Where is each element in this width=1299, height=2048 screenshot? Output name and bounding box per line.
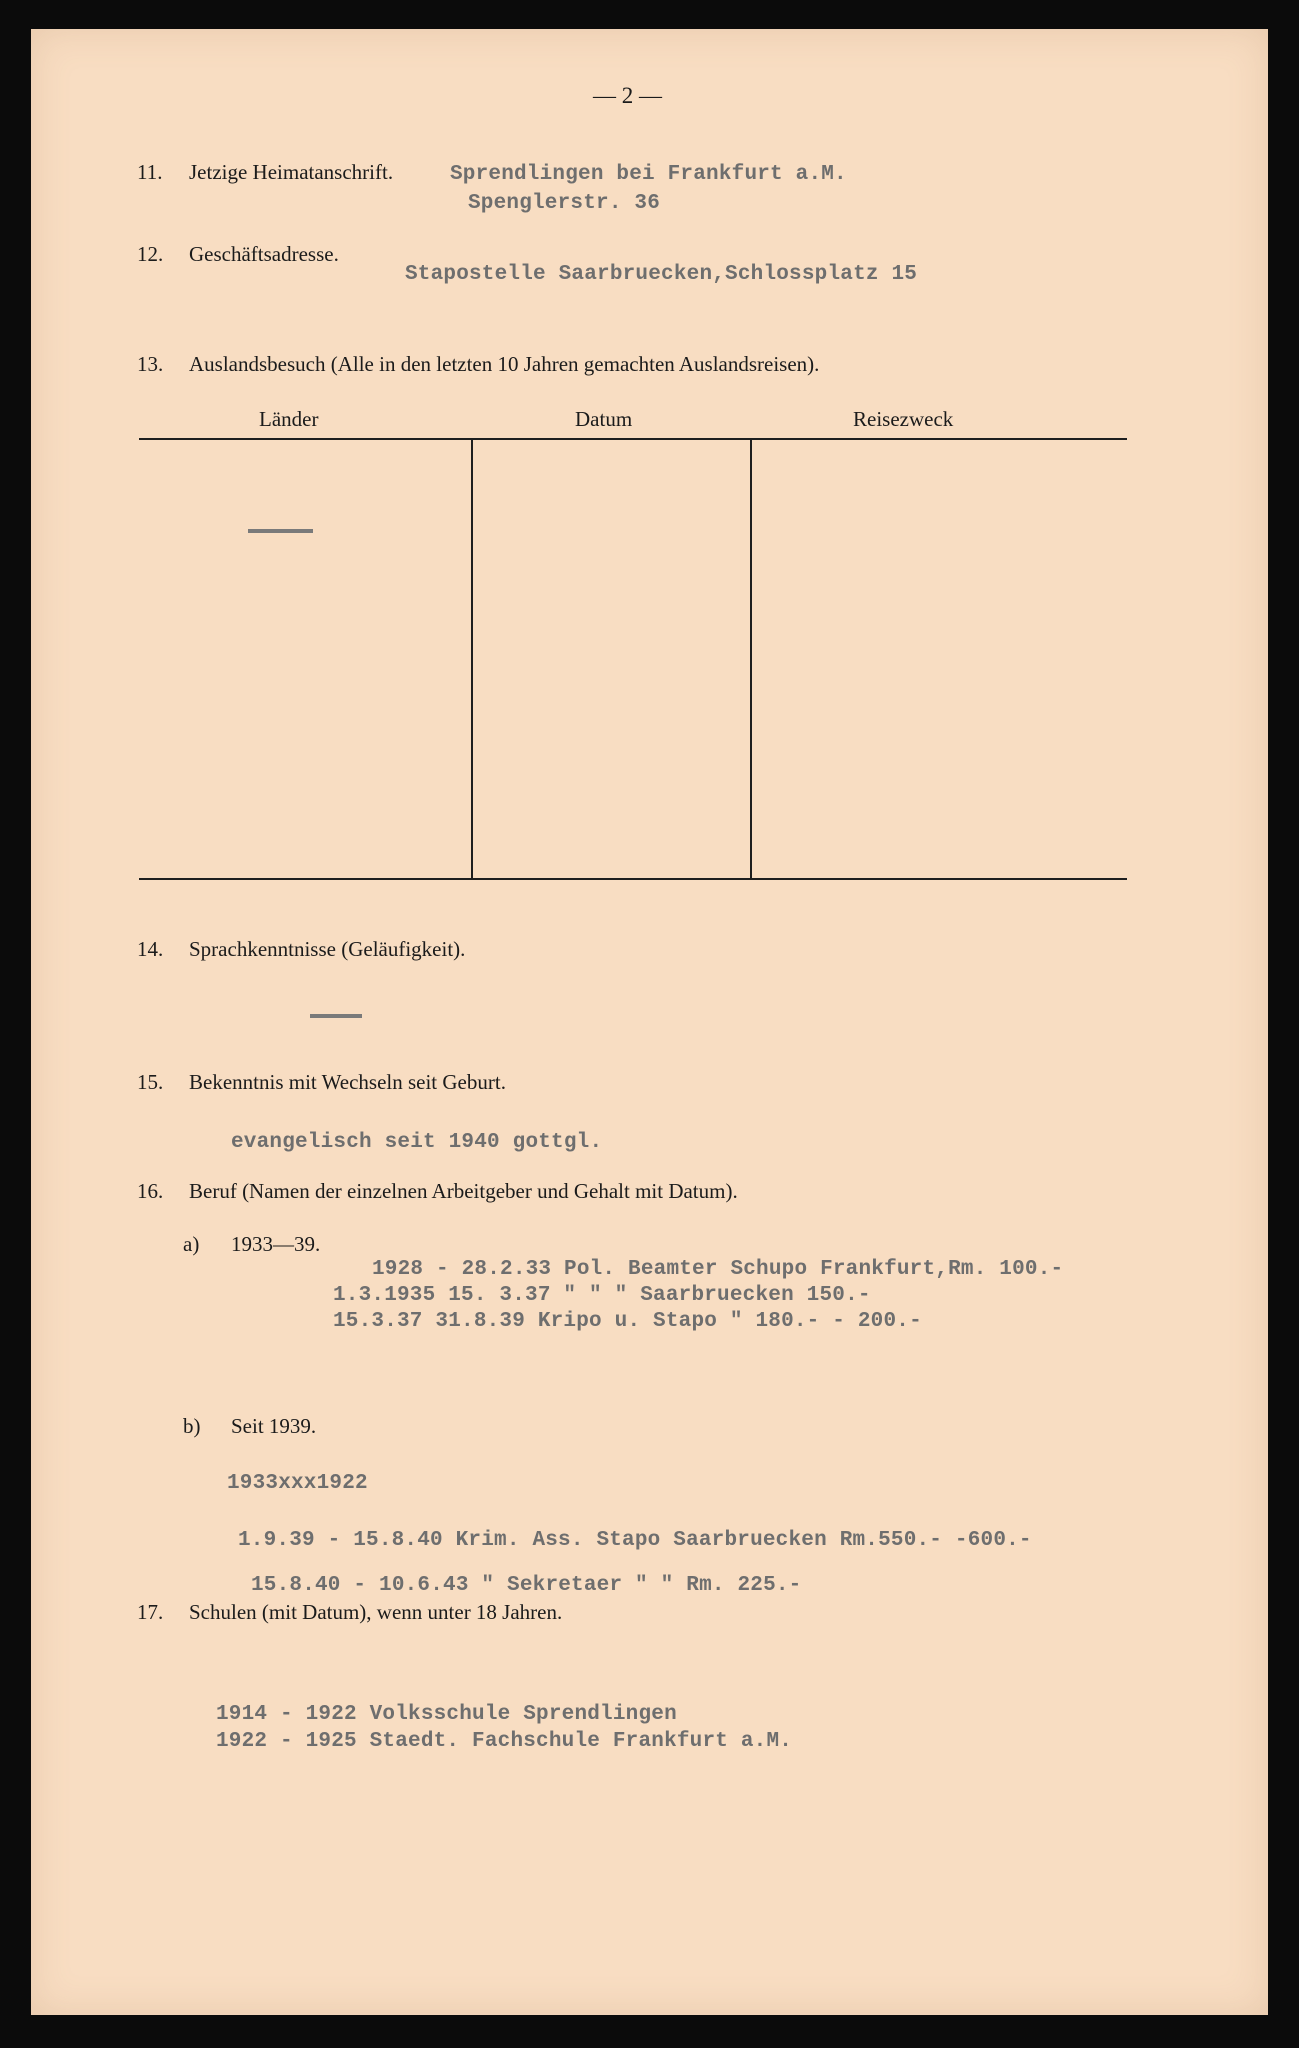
q14-label: Sprachkenntnisse (Geläufigkeit).	[189, 937, 466, 961]
table-top-rule	[139, 438, 1127, 440]
q12-number: 12.	[137, 242, 164, 266]
q14-number: 14.	[137, 937, 164, 961]
q16-b-label: b)	[183, 1414, 201, 1438]
document-page	[31, 29, 1268, 2015]
q12-answer: Stapostelle Saarbruecken,Schlossplatz 15	[405, 263, 918, 286]
q11-answer-line2: Spenglerstr. 36	[468, 192, 661, 215]
q16-b-period: Seit 1939.	[231, 1414, 317, 1438]
q11-label: Jetzige Heimatanschrift.	[189, 160, 394, 184]
q12-label: Geschäftsadresse.	[189, 242, 339, 266]
q17-number: 17.	[137, 1600, 164, 1624]
q16-a-line-3: 15.3.37 31.8.39 Kripo u. Stapo " 180.- - 200.-	[333, 1310, 922, 1333]
q16-a-line-2: 1.3.1935 15. 3.37 " " " Saarbruecken 150.-	[333, 1284, 871, 1307]
q13-label: Auslandsbesuch (Alle in den letzten 10 Jahren gemachten Auslandsreisen).	[189, 352, 820, 376]
q16-a-period: 1933—39.	[231, 1232, 321, 1256]
table-bottom-rule	[139, 878, 1127, 880]
column-header-reisezweck: Reisezweck	[853, 407, 954, 431]
q16-b-struck: 1933xxx1922	[227, 1472, 368, 1495]
q17-line-2: 1922 - 1925 Staedt. Fachschule Frankfurt a.M.	[216, 1730, 793, 1753]
q15-number: 15.	[137, 1070, 164, 1094]
q16-number: 16.	[137, 1179, 164, 1203]
q11-number: 11.	[137, 160, 163, 184]
column-header-laender: Länder	[259, 407, 319, 431]
q16-a-line-1: 1928 - 28.2.33 Pol. Beamter Schupo Frankfurt,Rm. 100.-	[372, 1258, 1064, 1281]
q16-b-line-2: 15.8.40 - 10.6.43 " Sekretaer " " Rm. 225.-	[251, 1574, 802, 1597]
q14-answer-dash	[310, 1014, 362, 1018]
page-number: — 2 —	[593, 83, 662, 108]
q16-a-label: a)	[183, 1232, 200, 1256]
q17-label: Schulen (mit Datum), wenn unter 18 Jahren.	[189, 1600, 563, 1624]
column-header-datum: Datum	[575, 407, 633, 431]
q15-answer: evangelisch seit 1940 gottgl.	[231, 1131, 603, 1154]
q16-label: Beruf (Namen der einzelnen Arbeitgeber und Gehalt mit Datum).	[189, 1179, 738, 1203]
q13-number: 13.	[137, 352, 164, 376]
q17-line-1: 1914 - 1922 Volksschule Sprendlingen	[216, 1703, 677, 1726]
table-divider-1	[471, 440, 473, 878]
table-divider-2	[750, 440, 752, 878]
q16-b-line-1: 1.9.39 - 15.8.40 Krim. Ass. Stapo Saarbruecken Rm.550.- -600.-	[238, 1529, 1032, 1552]
q13-entry-dash	[248, 529, 313, 533]
q11-answer-line1: Sprendlingen bei Frankfurt a.M.	[450, 163, 847, 186]
q15-label: Bekenntnis mit Wechseln seit Geburt.	[189, 1070, 506, 1094]
